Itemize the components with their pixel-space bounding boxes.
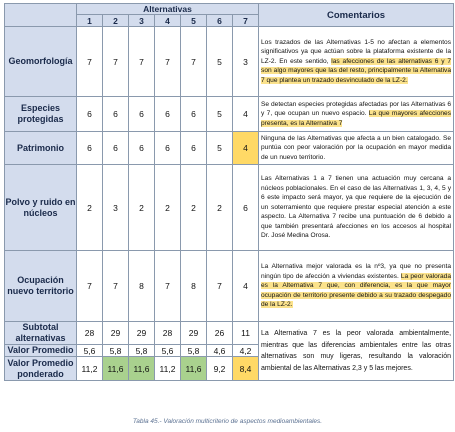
- alt-header: 5: [181, 15, 207, 27]
- score-cell: 6: [103, 132, 129, 165]
- subtotal-label: Subtotal alternativas: [5, 322, 77, 345]
- score-cell-highlight: 4: [233, 132, 259, 165]
- alt-header: 7: [233, 15, 259, 27]
- score-cell: 2: [181, 165, 207, 251]
- score-cell: 5: [207, 132, 233, 165]
- score-cell: 2: [129, 165, 155, 251]
- score-cell: 6: [181, 97, 207, 132]
- score-cell: 7: [181, 27, 207, 97]
- score-cell: 7: [103, 27, 129, 97]
- row-label: Especies protegidas: [5, 97, 77, 132]
- valor-cell: 5,6: [77, 345, 103, 357]
- score-cell: 7: [129, 27, 155, 97]
- table-row: [5, 251, 454, 322]
- comment-cell: [259, 132, 454, 165]
- subtotal-cell: 26: [207, 322, 233, 345]
- comment-text: La Alternativa mejor valorada es la nº3, ya que no presenta ningún tipo de afección a viviendas existentes.: [261, 263, 452, 280]
- score-cell: 5: [207, 27, 233, 97]
- score-cell: 7: [207, 251, 233, 322]
- table-row: [5, 27, 454, 97]
- score-cell: 6: [77, 97, 103, 132]
- summary-comment: La Alternativa 7 es la peor valorada ambientalmente, mientras que las diferencias ambientales entre las otras alternativas son muy ligeras, resultando la valoración ambiental de las Alternativas 2,3 y 5 las mejores.: [259, 322, 454, 381]
- score-cell: 3: [103, 165, 129, 251]
- score-cell: 2: [77, 165, 103, 251]
- score-cell: 7: [103, 251, 129, 322]
- subtotal-cell: 29: [129, 322, 155, 345]
- comment-text: Los trazados de las Alternativas 1-5 no afectan a elementos significativos ya que actúan sobre la plataforma existente de la LZ-2. En este sentido,: [261, 38, 452, 65]
- score-cell: 4: [233, 97, 259, 132]
- score-cell: 8: [181, 251, 207, 322]
- row-label: Geomorfología: [5, 27, 77, 97]
- comment-cell: [259, 251, 454, 322]
- comment-text: Ninguna de las Alternativas que afecta a un bien catalogado. Se puntúa con peor valoración por la ocupación en mayor medida de un nuevo territorio.: [261, 134, 452, 161]
- table-caption: Tabla 45.- Valoración multicriterio de aspectos medioambientales.: [132, 418, 323, 425]
- table-row: [5, 132, 454, 165]
- score-cell: 6: [129, 132, 155, 165]
- score-cell: 7: [77, 251, 103, 322]
- ponderado-cell-best: 11,6: [129, 357, 155, 381]
- corner-cell: [5, 4, 77, 27]
- ponderado-cell: 11,2: [155, 357, 181, 381]
- alt-header: 6: [207, 15, 233, 27]
- ponderado-cell-worst: 8,4: [233, 357, 259, 381]
- alt-header: 2: [103, 15, 129, 27]
- comment-cell: [259, 97, 454, 132]
- subtotal-cell: 29: [103, 322, 129, 345]
- subtotal-cell: 28: [155, 322, 181, 345]
- comment-highlight: La que mayores afecciones presenta, es la Alternativa 7: [261, 110, 452, 127]
- valor-cell: 5,8: [129, 345, 155, 357]
- row-label: Ocupación nuevo territorio: [5, 251, 77, 322]
- score-cell: 3: [233, 27, 259, 97]
- valor-cell: 5,8: [103, 345, 129, 357]
- valor-cell: 5,8: [181, 345, 207, 357]
- score-cell: 7: [155, 27, 181, 97]
- comment-text: Las Alternativas 1 a 7 tienen una actuación muy cercana a núcleos poblacionales. En el caso de las Alternativas 1, 3, 4, 5 y 6 este impacto será mayor, ya que requiere de la ejecución de un soterramiento que requiere prestar especial atención a este aspecto. La Alternativa 7 recibe una puntuación de 6 debido a que también presentará afecciones en los accesos al hospital Dr. José Medina Orosa.: [261, 174, 452, 240]
- alternativas-header: Alternativas: [77, 4, 259, 15]
- ponderado-cell-best: 11,6: [103, 357, 129, 381]
- subtotal-cell: 11: [233, 322, 259, 345]
- table-row: [5, 97, 454, 132]
- multicriteria-table: [4, 3, 454, 381]
- alt-header: 3: [129, 15, 155, 27]
- score-cell: 6: [129, 97, 155, 132]
- comment-cell: [259, 165, 454, 251]
- score-cell: 6: [181, 132, 207, 165]
- comment-highlight: La peor valorada es la Alternativa 7 que, con diferencia, es la que mayor ocupación de territorio presente debido a su trazado despegado de la LZ-2.: [261, 272, 452, 309]
- score-cell: 6: [77, 132, 103, 165]
- score-cell: 6: [155, 132, 181, 165]
- score-cell: 4: [233, 251, 259, 322]
- score-cell: 7: [155, 251, 181, 322]
- comment-text: Se detectan especies protegidas afectadas por las Alternativas 6 y 7, que ocupan un nuevo espacio.: [261, 100, 452, 118]
- subtotal-cell: 29: [181, 322, 207, 345]
- table-row: [5, 165, 454, 251]
- comment-highlight: las afecciones de las alternativas 6 y 7 son algo mayores que las del resto, principalmente la Alternativa 7 que plantea un trazado desvinculado de la LZ-2.: [261, 57, 452, 84]
- valor-label: Valor Promedio: [5, 345, 77, 357]
- score-cell: 5: [207, 97, 233, 132]
- comentarios-header: Comentarios: [259, 4, 454, 27]
- ponderado-label: Valor Promedio ponderado: [5, 357, 77, 381]
- score-cell: 2: [155, 165, 181, 251]
- score-cell: 6: [103, 97, 129, 132]
- alt-header: 1: [77, 15, 103, 27]
- score-cell: 6: [233, 165, 259, 251]
- subtotal-row: [5, 322, 454, 345]
- comment-cell: [259, 27, 454, 97]
- valor-cell: 4,6: [207, 345, 233, 357]
- alt-header: 4: [155, 15, 181, 27]
- score-cell: 2: [207, 165, 233, 251]
- ponderado-cell: 9,2: [207, 357, 233, 381]
- row-label: Patrimonio: [5, 132, 77, 165]
- ponderado-cell: 11,2: [77, 357, 103, 381]
- score-cell: 6: [155, 97, 181, 132]
- score-cell: 8: [129, 251, 155, 322]
- row-label: Polvo y ruido en núcleos: [5, 165, 77, 251]
- subtotal-cell: 28: [77, 322, 103, 345]
- valor-cell: 5,6: [155, 345, 181, 357]
- valor-cell: 4,2: [233, 345, 259, 357]
- score-cell: 7: [77, 27, 103, 97]
- ponderado-cell-best: 11,6: [181, 357, 207, 381]
